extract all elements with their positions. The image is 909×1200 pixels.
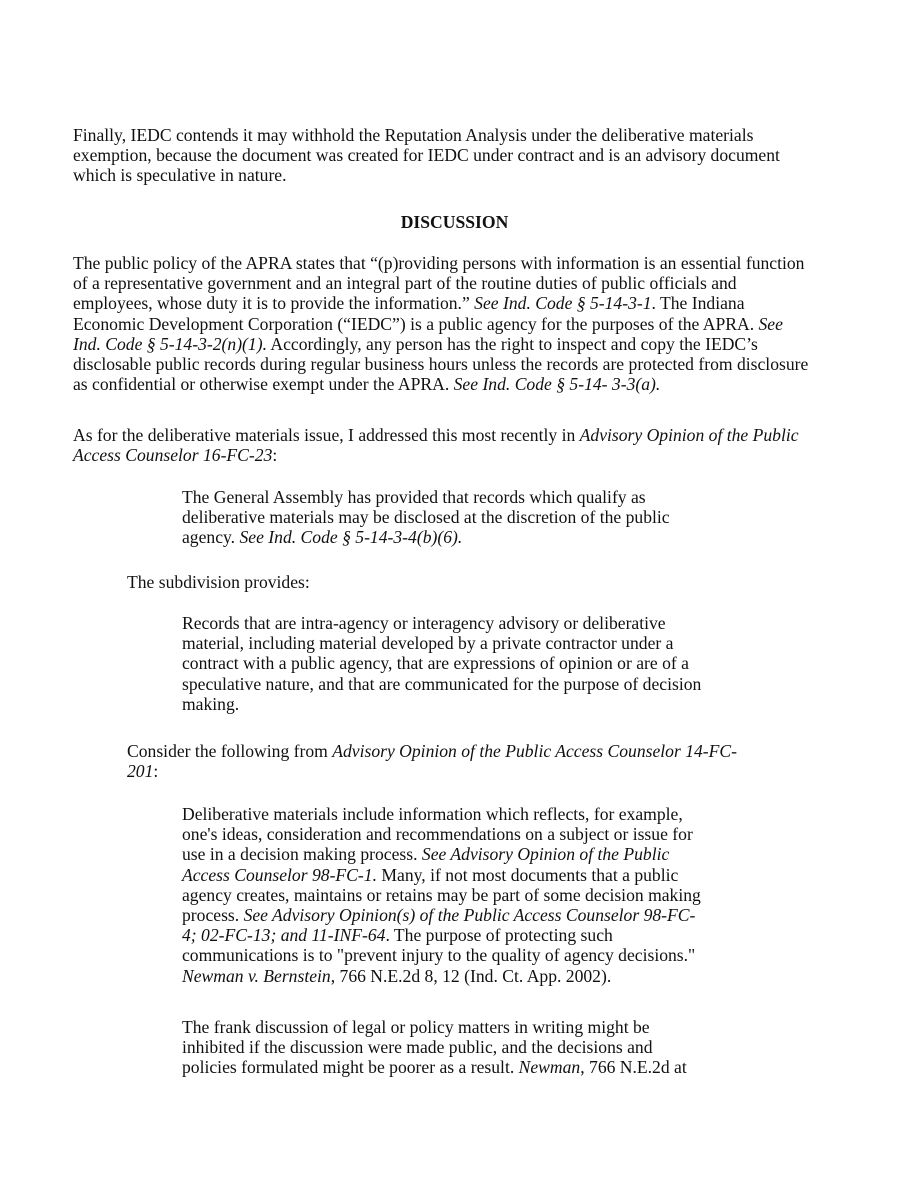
body-text: employees, whose duty it is to provide the information.” — [73, 293, 475, 314]
citation-text: Access Counselor 98-FC-1. — [182, 864, 377, 885]
body-text: Finally, IEDC contends it may withhold the Reputation Analysis under the deliberative materials — [73, 125, 754, 145]
section-heading: DISCUSSION — [400, 212, 509, 232]
text-line — [127, 572, 310, 592]
text-line — [182, 844, 701, 864]
text-line — [73, 145, 780, 165]
citation-text: Ind. Code § 5-14-3-2(n)(1). — [73, 333, 267, 354]
text-line — [182, 925, 701, 945]
text-line — [182, 1037, 687, 1057]
text-line — [127, 741, 737, 761]
text-line — [182, 613, 701, 633]
body-text: The public policy of the APRA states that “(p)roviding persons with information is an essential function — [73, 253, 805, 273]
block-quote-deliberative-materials — [182, 804, 701, 986]
citation-text: Newman v. Bernstein — [182, 965, 331, 986]
body-text: , 766 N.E.2d 8, 12 (Ind. Ct. App. 2002). — [330, 965, 612, 986]
text-line — [182, 966, 701, 986]
text-line — [73, 445, 799, 465]
body-text: of a representative government and an integral part of the routine duties of public officials and — [73, 273, 737, 294]
text-line — [73, 293, 808, 313]
body-text: material, including material developed by a private contractor under a — [182, 633, 674, 654]
citation-text: See Ind. Code § 5-14-3-4(b)(6). — [239, 527, 463, 548]
citation-text: See Advisory Opinion(s) of the Public Access Counselor 98-FC- — [243, 904, 696, 925]
consider-intro-paragraph — [127, 741, 737, 781]
body-text: Consider the following from — [127, 741, 333, 761]
body-text: speculative nature, and that are communicated for the purpose of decision — [182, 673, 702, 694]
body-text: use in a decision making process. — [182, 844, 422, 865]
citation-text: 4; 02-FC-13; and 11-INF-64 — [182, 925, 386, 946]
body-text: , 766 N.E.2d at — [580, 1057, 687, 1078]
body-text: process. — [182, 904, 244, 925]
body-text: The frank discussion of legal or policy matters in writing might be — [182, 1017, 650, 1037]
text-line — [73, 425, 799, 445]
text-line — [182, 885, 701, 905]
text-line — [182, 527, 670, 547]
body-text: inhibited if the discussion were made public, and the decisions and — [182, 1037, 653, 1058]
body-text: deliberative materials may be disclosed at the discretion of the public — [182, 507, 670, 528]
citation-text: See Advisory Opinion of the Public — [421, 844, 670, 865]
body-text: The General Assembly has provided that records which qualify as — [182, 487, 646, 507]
text-line — [73, 314, 808, 334]
text-line — [182, 674, 701, 694]
block-quote-statute — [182, 613, 701, 714]
text-line — [73, 273, 808, 293]
text-line — [182, 633, 701, 653]
body-text: agency creates, maintains or retains may be part of some decision making — [182, 884, 701, 905]
text-line — [182, 824, 701, 844]
body-text: Economic Development Corporation (“IEDC”) is a public agency for the purposes of the APRA. — [73, 313, 759, 334]
block-quote-frank-discussion — [182, 1017, 687, 1078]
body-text: communications is to "prevent injury to the quality of agency decisions." — [182, 945, 696, 966]
text-line — [182, 945, 701, 965]
body-text: exemption, because the document was created for IEDC under contract and is an advisory document — [73, 145, 780, 166]
intro-paragraph — [73, 125, 780, 186]
body-text: Many, if not most documents that a public — [376, 864, 679, 885]
text-line — [182, 487, 670, 507]
citation-text: Newman — [518, 1057, 581, 1078]
body-text: Deliberative materials include information which reflects, for example, — [182, 804, 683, 824]
citation-text: 201 — [127, 761, 154, 782]
text-line — [73, 354, 808, 374]
text-line — [182, 653, 701, 673]
citation-text: Advisory Opinion of the Public Access Counselor 14-FC- — [332, 741, 737, 761]
body-text: Records that are intra-agency or interagency advisory or deliberative — [182, 613, 666, 633]
body-text: As for the deliberative materials issue, I addressed this most recently in — [73, 425, 580, 445]
deliberative-intro-paragraph — [73, 425, 799, 465]
text-line — [73, 374, 808, 394]
body-text: making. — [182, 693, 240, 714]
block-quote-general-assembly — [182, 487, 670, 548]
body-text: contract with a public agency, that are expressions of opinion or are of a — [182, 653, 689, 674]
body-text: . The purpose of protecting such — [385, 925, 613, 946]
citation-text: Advisory Opinion of the Public — [579, 425, 799, 445]
body-text: which is speculative in nature. — [73, 165, 287, 186]
citation-text: See — [758, 313, 783, 334]
body-text: Accordingly, any person has the right to inspect and copy the IEDC’s — [266, 333, 758, 354]
text-line — [182, 804, 701, 824]
body-text: . The Indiana — [651, 293, 745, 314]
text-line — [182, 1057, 687, 1077]
public-policy-paragraph — [73, 253, 808, 394]
text-line — [73, 125, 780, 145]
text-line — [182, 694, 701, 714]
text-line — [182, 1017, 687, 1037]
body-text: as confidential or otherwise exempt under the APRA. — [73, 374, 454, 395]
citation-text: See Ind. Code § 5-14-3-1 — [474, 293, 652, 314]
text-line — [73, 334, 808, 354]
body-text: disclosable public records during regular business hours unless the records are protected from disclosure — [73, 353, 809, 374]
text-line — [127, 761, 737, 781]
body-text: : — [153, 761, 159, 782]
body-text: policies formulated might be poorer as a result. — [182, 1057, 519, 1078]
body-text: one's ideas, consideration and recommendations on a subject or issue for — [182, 824, 693, 845]
citation-text: See Ind. Code § 5-14- 3-3(a). — [453, 374, 661, 395]
text-line — [182, 905, 701, 925]
text-line — [182, 865, 701, 885]
text-line — [73, 253, 808, 273]
body-text: The subdivision provides: — [127, 572, 310, 592]
text-line — [73, 165, 780, 185]
subdivision-intro-paragraph — [127, 572, 310, 592]
citation-text: Access Counselor 16-FC-23 — [73, 445, 273, 466]
body-text: : — [272, 445, 278, 466]
body-text: agency. — [182, 527, 240, 548]
text-line — [182, 507, 670, 527]
